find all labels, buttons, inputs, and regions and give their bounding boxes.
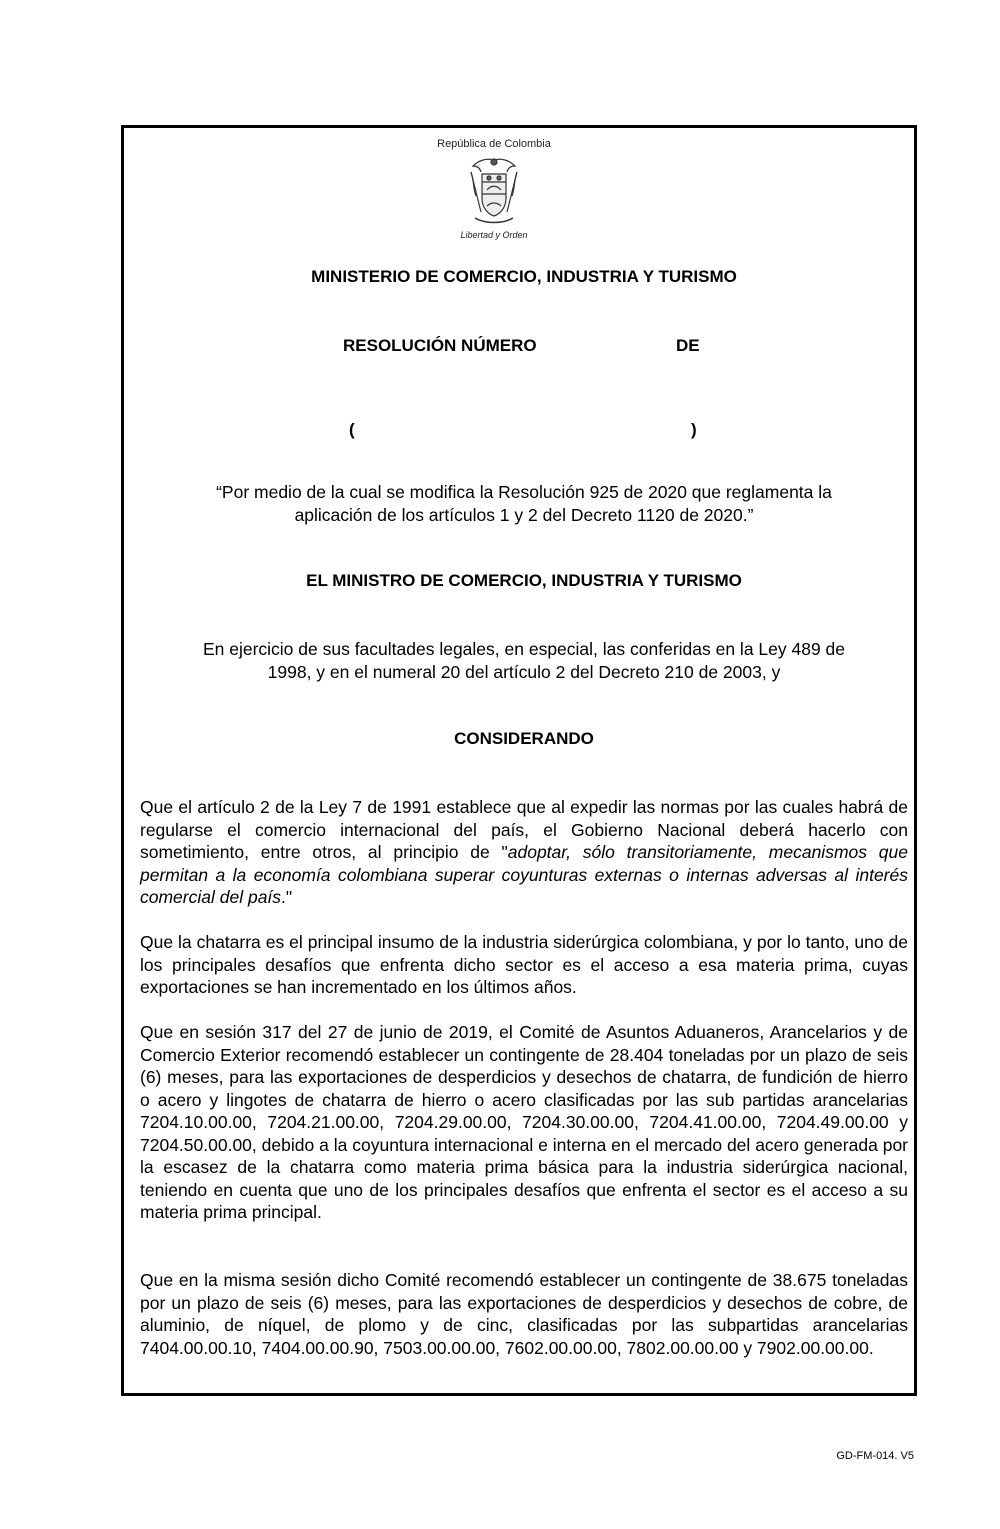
considerando-heading: CONSIDERANDO [454, 729, 594, 748]
considering-paragraph-1 [140, 796, 908, 909]
resolution-title-line: “Por medio de la cual se modifica la Resolución 925 de 2020 que reglamenta la [216, 482, 832, 502]
minister-heading: EL MINISTRO DE COMERCIO, INDUSTRIA Y TURISMO [306, 571, 742, 590]
coat-of-arms-icon [467, 154, 521, 230]
coat-of-arms [430, 138, 558, 244]
considering-paragraph-3: Que en sesión 317 del 27 de junio de 2019, el Comité de Asuntos Aduaneros, Arancelarios y de Comercio Exterior recomendó establecer un contingente de 28.404 toneladas por un plazo de seis (6) meses, para las exportaciones de desperdicios y desechos de chatarra, de fundición de hierro o acero y lingotes de chatarra de hierro o acero clasificadas por las sub partidas arancelarias 7204.10.00.00, 7204.21.00.00, 7204.29.00.00, 7204.30.00.00, 7204.41.00.00, 7204.49.00.00 y 7204.50.00.00, debido a la coyuntura internacional e interna en el mercado del acero generada por la escasez de la chatarra como materia prima básica para la industria siderúrgica nacional, teniendo en cuenta que uno de los principales desafíos que enfrenta el sector es el acceso a su materia prima principal. [140, 1022, 908, 1222]
legal-powers [140, 638, 908, 684]
resolution-date-label: DE [676, 336, 700, 355]
country-label: República de Colombia [437, 138, 551, 150]
considering-paragraph-2: Que la chatarra es el principal insumo de la industria siderúrgica colombiana, y por lo tanto, uno de los principales desafíos que enfrenta dicho sector es el acceso a esa materia prima, cuyas exportaciones se han incrementado en los últimos años. [140, 932, 908, 997]
form-code: GD-FM-014. V5 [836, 1450, 914, 1462]
resolution-title [140, 481, 908, 527]
resolution-number-label: RESOLUCIÓN NÚMERO [343, 336, 537, 355]
paragraph-text: Que el artículo 2 de la Ley 7 de 1991 establece que al expedir las normas por las cuales habrá de regularse el comercio internacional del país, el Gobierno Nacional deberá hacerlo con sometimiento, entre otros, al principio de " [140, 797, 908, 862]
close-parenthesis: ) [691, 420, 697, 439]
considering-paragraph-4: Que en la misma sesión dicho Comité recomendó establecer un contingente de 38.675 toneladas por un plazo de seis (6) meses, para las exportaciones de desperdicios y desechos de cobre, de aluminio, de níquel, de plomo y de cinc, clasificadas por las subpartidas arancelarias 7404.00.00.10, 7404.00.00.90, 7503.00.00.00, 7602.00.00.00, 7802.00.00.00 y 7902.00.00.00. [140, 1270, 908, 1358]
paragraph-text: ." [281, 887, 293, 907]
resolution-title-line: aplicación de los artículos 1 y 2 del Decreto 1120 de 2020.” [294, 505, 754, 525]
legal-powers-line: En ejercicio de sus facultades legales, en especial, las conferidas en la Ley 489 de [202, 639, 846, 659]
open-parenthesis: ( [349, 420, 355, 439]
quoted-principle: adoptar, sólo transitoriamente, mecanismos que permitan a la economía colombiana superar coyunturas externas o internas adversas al interés comercial del país [140, 842, 908, 907]
motto-label: Libertad y Orden [460, 230, 528, 240]
legal-powers-line: 1998, y en el numeral 20 del artículo 2 del Decreto 210 de 2003, y [267, 662, 781, 682]
ministry-heading: MINISTERIO DE COMERCIO, INDUSTRIA Y TURISMO [311, 267, 737, 286]
